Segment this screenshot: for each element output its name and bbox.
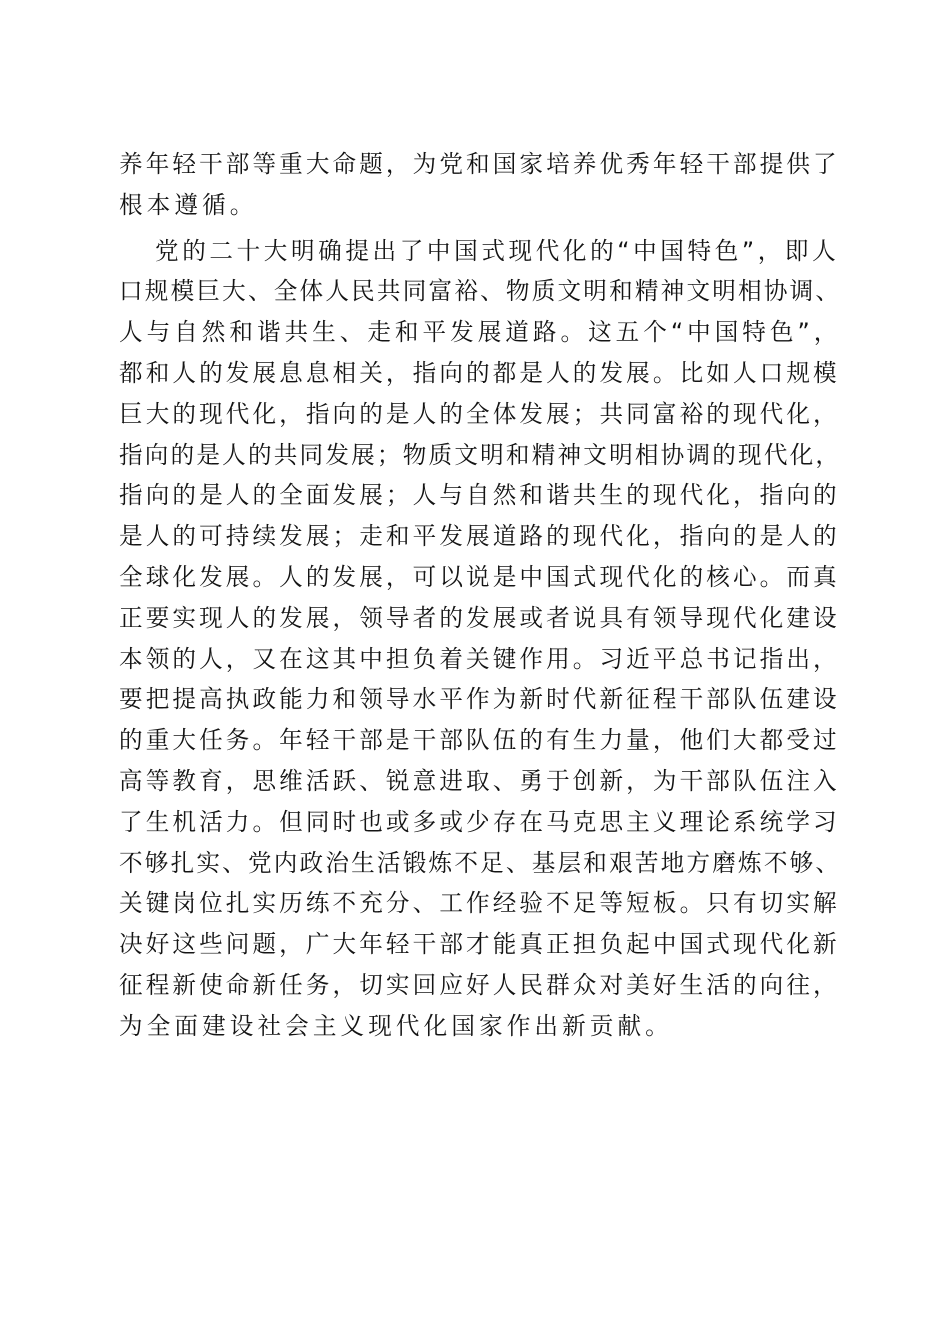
text-line: 决好这些问题，广大年轻干部才能真正担负起中国式现代化新 bbox=[119, 930, 840, 959]
text-line: 要把提高执政能力和领导水平作为新时代新征程干部队伍建设 bbox=[119, 685, 840, 714]
paragraph-1 bbox=[119, 144, 839, 226]
text-line: 人与自然和谐共生、走和平发展道路。这五个“中国特色”， bbox=[119, 318, 842, 347]
text-line: 养年轻干部等重大命题，为党和国家培养优秀年轻干部提供了 bbox=[119, 150, 840, 178]
text-line: 关键岗位扎实历练不充分、工作经验不足等短板。只有切实解 bbox=[119, 889, 840, 918]
text-line: 高等教育，思维活跃、锐意进取、勇于创新，为干部队伍注入 bbox=[119, 766, 840, 795]
text-line: 全球化发展。人的发展，可以说是中国式现代化的核心。而真 bbox=[119, 562, 840, 591]
text-line: 了生机活力。但同时也或多或少存在马克思主义理论系统学习 bbox=[119, 807, 840, 836]
text-line: 党的二十大明确提出了中国式现代化的“中国特色”，即人 bbox=[155, 236, 840, 265]
paragraph-2 bbox=[119, 231, 842, 1047]
text-line: 的重大任务。年轻干部是干部队伍的有生力量，他们大都受过 bbox=[119, 726, 840, 755]
text-line: 本领的人，又在这其中担负着关键作用。习近平总书记指出， bbox=[119, 644, 840, 673]
text-line: 为全面建设社会主义现代化国家作出新贡献。 bbox=[119, 1011, 673, 1040]
text-line: 根本遵循。 bbox=[119, 190, 258, 219]
text-line: 指向的是人的全面发展；人与自然和谐共生的现代化，指向的 bbox=[119, 481, 840, 510]
text-line: 口规模巨大、全体人民共同富裕、物质文明和精神文明相协调、 bbox=[119, 277, 842, 306]
text-line: 都和人的发展息息相关，指向的都是人的发展。比如人口规模 bbox=[119, 358, 840, 387]
text-line: 正要实现人的发展，领导者的发展或者说具有领导现代化建设 bbox=[119, 603, 840, 632]
text-line: 指向的是人的共同发展；物质文明和精神文明相协调的现代化， bbox=[119, 440, 842, 469]
text-line: 征程新使命新任务，切实回应好人民群众对美好生活的向往， bbox=[119, 970, 840, 999]
text-line: 是人的可持续发展；走和平发展道路的现代化，指向的是人的 bbox=[119, 522, 840, 551]
text-line: 巨大的现代化，指向的是人的全体发展；共同富裕的现代化， bbox=[119, 399, 840, 428]
body-text bbox=[119, 144, 842, 1047]
text-line: 不够扎实、党内政治生活锻炼不足、基层和艰苦地方磨炼不够、 bbox=[119, 848, 842, 877]
